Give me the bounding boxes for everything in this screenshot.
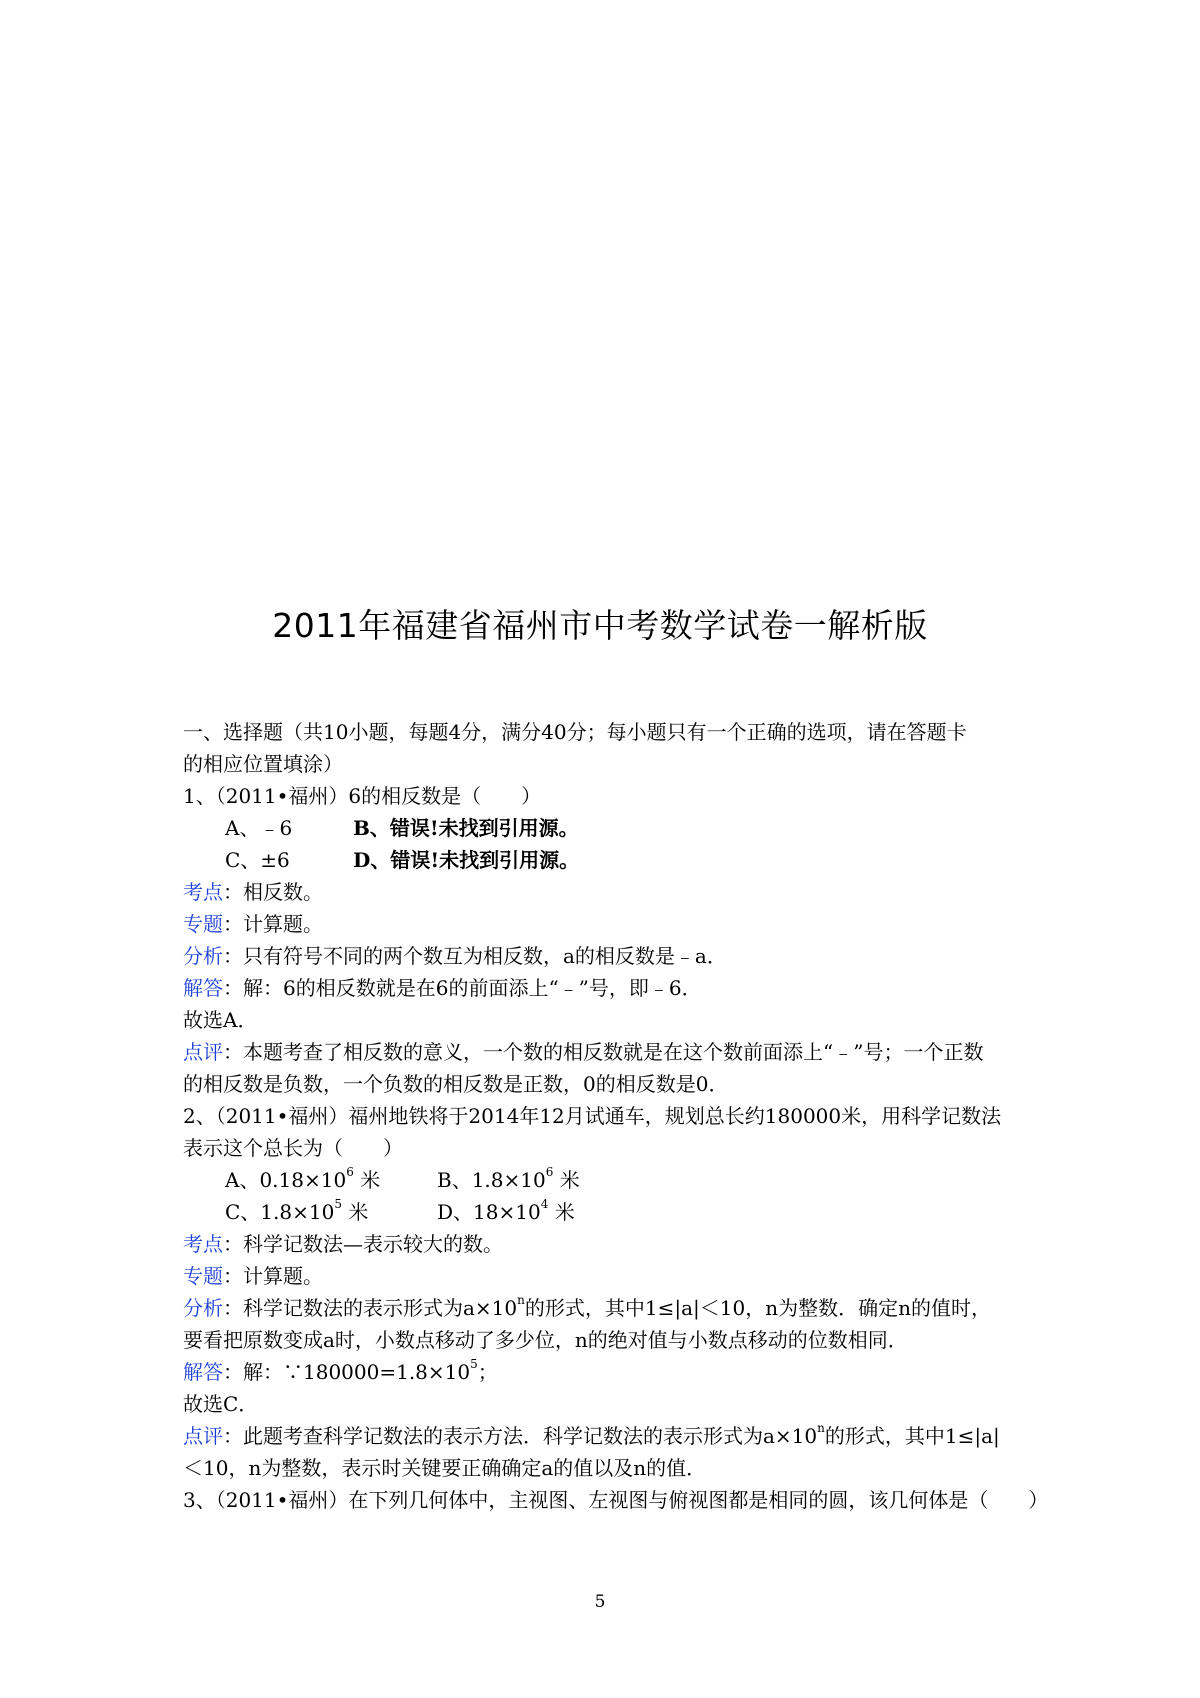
q1-option-a: A、﹣6: [225, 816, 293, 840]
q1-kaodian-label: 考点: [183, 880, 223, 904]
q1-dianping: [183, 1036, 1028, 1068]
q2-kaodian-text: ：科学记数法—表示较大的数。: [223, 1232, 503, 1256]
q1-jieda-text: ：解：6的相反数就是在6的前面添上“﹣”号，即﹣6．: [223, 976, 702, 1000]
q2-jieda-exp: 5: [470, 1357, 478, 1372]
q1-option-b: B、错误!未找到引用源。: [353, 816, 579, 840]
q1-zhuanti-text: ：计算题。: [223, 912, 323, 936]
section-heading-line1: 一、选择题（共10小题，每题4分，满分40分；每小题只有一个正确的选项，请在答题卡: [183, 720, 967, 744]
q2-fenxi-text-b: 的形式，其中1≤|a|＜10，n为整数．确定n的值时，: [524, 1296, 991, 1320]
q2-stem-line1: 2、（2011•福州）福州地铁将于2014年12月试通车，规划总长约180000米，用科学记数法: [183, 1104, 1002, 1128]
q3-stem: 3、（2011•福州）在下列几何体中，主视图、左视图与俯视图都是相同的圆，该几何体是（ ）: [183, 1488, 1049, 1512]
q1-kaodian-text: ：相反数。: [223, 880, 323, 904]
q1-jieda-label: 解答: [183, 976, 223, 1000]
q1-stem: 1、（2011•福州）6的相反数是（ ）: [183, 784, 542, 808]
q1-dianping-text1: ：本题考查了相反数的意义，一个数的相反数就是在这个数前面添上“﹣”号；一个正数: [223, 1040, 984, 1064]
q2-zhuanti: [183, 1260, 1028, 1292]
q2-option-d-base: D、18×10: [437, 1200, 541, 1224]
q2-fenxi-line2: 要看把原数变成a时，小数点移动了多少位，n的绝对值与小数点移动的位数相同．: [183, 1328, 908, 1352]
q2-jieda-text-a: ：解：∵180000=1.8×10: [223, 1360, 471, 1384]
q1-fenxi-text: ：只有符号不同的两个数互为相反数，a的相反数是﹣a．: [223, 944, 727, 968]
q2-fenxi-label: 分析: [183, 1296, 223, 1320]
q2-option-a-exp: 6: [346, 1165, 354, 1180]
q2-dianping-exp: n: [817, 1421, 825, 1436]
q1-fenxi-label: 分析: [183, 944, 223, 968]
q2-zhuanti-label: 专题: [183, 1264, 223, 1288]
q2-kaodian: [183, 1228, 1028, 1260]
q2-stem-line2: 表示这个总长为（ ）: [183, 1136, 403, 1160]
q2-option-a-base: A、0.18×10: [225, 1168, 347, 1192]
q2-option-b-base: B、1.8×10: [437, 1168, 546, 1192]
q2-fenxi-text-a: ：科学记数法的表示形式为a×10: [223, 1296, 518, 1320]
q2-fenxi: [183, 1292, 1028, 1324]
q2-options-row2: [183, 1196, 1028, 1228]
q1-option-c: C、±6: [225, 848, 290, 872]
q1-option-d: D、错误!未找到引用源。: [353, 848, 580, 872]
q1-zhuanti: [183, 908, 1028, 940]
q2-option-b-exp: 6: [545, 1165, 554, 1180]
q2-jieda-text-b: ；: [477, 1360, 498, 1384]
section-heading-line2: 的相应位置填涂）: [183, 752, 343, 776]
q2-fenxi-exp: n: [517, 1293, 525, 1308]
q1-options-row1: [183, 812, 1028, 844]
q2-zhuanti-text: ：计算题。: [223, 1264, 323, 1288]
q2-jieda: [183, 1356, 1028, 1388]
q2-dianping-text-a: ：此题考查科学记数法的表示方法．科学记数法的表示形式为a×10: [223, 1424, 818, 1448]
q1-jieda: [183, 972, 1028, 1004]
q1-zhuanti-label: 专题: [183, 912, 223, 936]
q1-options-row2: [183, 844, 1028, 876]
q2-option-a-unit: 米: [360, 1168, 381, 1192]
q2-options-row1: [183, 1164, 1028, 1196]
q2-option-c: [225, 1196, 437, 1228]
q2-option-b: [437, 1165, 580, 1192]
q2-option-d-exp: 4: [540, 1197, 549, 1212]
q2-dianping-label: 点评: [183, 1424, 223, 1448]
q2-option-b-unit: 米: [559, 1168, 580, 1192]
q2-dianping-text-b: 的形式，其中1≤|a|: [824, 1424, 1000, 1448]
q2-option-c-unit: 米: [348, 1200, 369, 1224]
document-title: 2011年福建省福州市中考数学试卷一解析版: [272, 606, 928, 645]
document-body: [183, 716, 1049, 1516]
q1-dianping-line2: 的相反数是负数，一个负数的相反数是正数，0的相反数是0．: [183, 1072, 729, 1096]
q1-kaodian: [183, 876, 1028, 908]
q2-option-a: [225, 1164, 437, 1196]
page-number: 5: [594, 1592, 606, 1612]
q1-dianping-label: 点评: [183, 1040, 223, 1064]
q2-dianping-line2: ＜10，n为整数，表示时关键要正确确定a的值以及n的值．: [183, 1456, 707, 1480]
q2-option-d: [437, 1197, 575, 1224]
q1-fenxi: [183, 940, 1028, 972]
q2-dianping: [183, 1420, 1028, 1452]
q2-jieda-label: 解答: [183, 1360, 223, 1384]
q2-answer: 故选C．: [183, 1392, 259, 1416]
q1-answer: 故选A．: [183, 1008, 258, 1032]
q2-kaodian-label: 考点: [183, 1232, 223, 1256]
q2-option-d-unit: 米: [554, 1200, 575, 1224]
q2-option-c-base: C、1.8×10: [225, 1200, 335, 1224]
q2-option-c-exp: 5: [334, 1197, 342, 1212]
